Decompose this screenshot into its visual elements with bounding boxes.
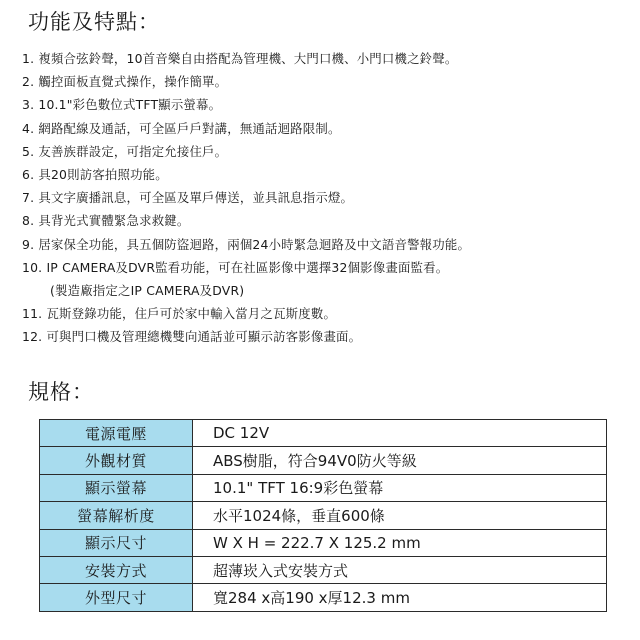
feature-item: [22, 325, 622, 348]
spec-label: 顯示尺寸: [40, 529, 193, 556]
feature-number: 12.: [22, 329, 43, 345]
feature-text: 網路配線及通話，可全區戶戶對講，無通話迴路限制。: [38, 120, 341, 136]
feature-text: 居家保全功能，具五個防盜迴路，兩個24小時緊急迴路及中文語音警報功能。: [38, 236, 471, 252]
spec-value: 寬284 x高190 x厚12.3 mm: [193, 584, 607, 611]
feature-item: [22, 209, 622, 232]
spec-label: 電源電壓: [40, 420, 193, 447]
spec-label: 安裝方式: [40, 556, 193, 583]
feature-number: 8.: [22, 213, 35, 229]
feature-number: 4.: [22, 120, 35, 136]
feature-text: IP CAMERA及DVR監看功能，可在社區影像中選擇32個影像畫面監看。: [46, 259, 449, 275]
spec-value: 10.1" TFT 16:9彩色螢幕: [193, 474, 607, 501]
feature-number: 10.: [22, 259, 43, 275]
feature-item: [22, 256, 622, 302]
feature-text: 具背光式實體緊急求救鍵。: [38, 213, 190, 229]
spec-value: DC 12V: [193, 420, 607, 447]
spec-row-resolution: [40, 502, 607, 529]
spec-label: 顯示螢幕: [40, 474, 193, 501]
feature-item: [22, 186, 622, 209]
feature-text: 10.1"彩色數位式TFT顯示螢幕。: [38, 97, 222, 113]
spec-row-display-screen: [40, 474, 607, 501]
feature-item: [22, 140, 622, 163]
feature-text: 複頻合弦鈴聲，10首音樂自由搭配為管理機、大門口機、小門口機之鈴聲。: [38, 51, 458, 66]
spec-value: W X H = 222.7 X 125.2 mm: [193, 529, 607, 556]
feature-text: 具文字廣播訊息，可全區及單戶傳送，並具訊息指示燈。: [38, 190, 354, 206]
feature-text: 觸控面板直覺式操作，操作簡單。: [38, 74, 228, 90]
spec-label: 外型尺寸: [40, 584, 193, 611]
feature-number: 11.: [22, 306, 43, 322]
feature-number: 6.: [22, 167, 35, 183]
feature-text: 瓦斯登錄功能，住戶可於家中輸入當月之瓦斯度數。: [46, 306, 337, 322]
spec-row-dimensions: [40, 584, 607, 611]
feature-item: [22, 233, 622, 256]
spec-label: 外觀材質: [40, 447, 193, 474]
spec-value: 超薄崁入式安裝方式: [193, 556, 607, 583]
spec-label: 螢幕解析度: [40, 502, 193, 529]
feature-number: 9.: [22, 236, 35, 252]
feature-number: 5.: [22, 143, 35, 159]
feature-number: 1.: [22, 51, 35, 66]
feature-subnote: (製造廠指定之IP CAMERA及DVR): [50, 283, 245, 299]
feature-item: [22, 47, 622, 70]
feature-list: [22, 47, 622, 349]
feature-text: 友善族群設定，可指定允接住戶。: [38, 143, 228, 159]
features-title: 功能及特點：: [28, 10, 160, 34]
feature-item: [22, 117, 622, 140]
spec-row-installation: [40, 556, 607, 583]
feature-item: [22, 163, 622, 186]
spec-table: [39, 419, 607, 612]
feature-number: 3.: [22, 97, 35, 113]
spec-row-power-voltage: [40, 420, 607, 447]
feature-item: [22, 93, 622, 116]
feature-text: 可與門口機及管理總機雙向通話並可顯示訪客影像畫面。: [46, 329, 362, 345]
feature-text: 具20則訪客拍照功能。: [38, 167, 168, 183]
feature-number: 2.: [22, 74, 35, 90]
spec-value: 水平1024條，垂直600條: [193, 502, 607, 529]
specs-title: 規格：: [28, 380, 94, 404]
feature-item: [22, 70, 622, 93]
spec-value: ABS樹脂，符合94V0防火等級: [193, 447, 607, 474]
spec-row-display-size: [40, 529, 607, 556]
spec-row-housing-material: [40, 447, 607, 474]
feature-item: [22, 302, 622, 325]
feature-number: 7.: [22, 190, 35, 206]
